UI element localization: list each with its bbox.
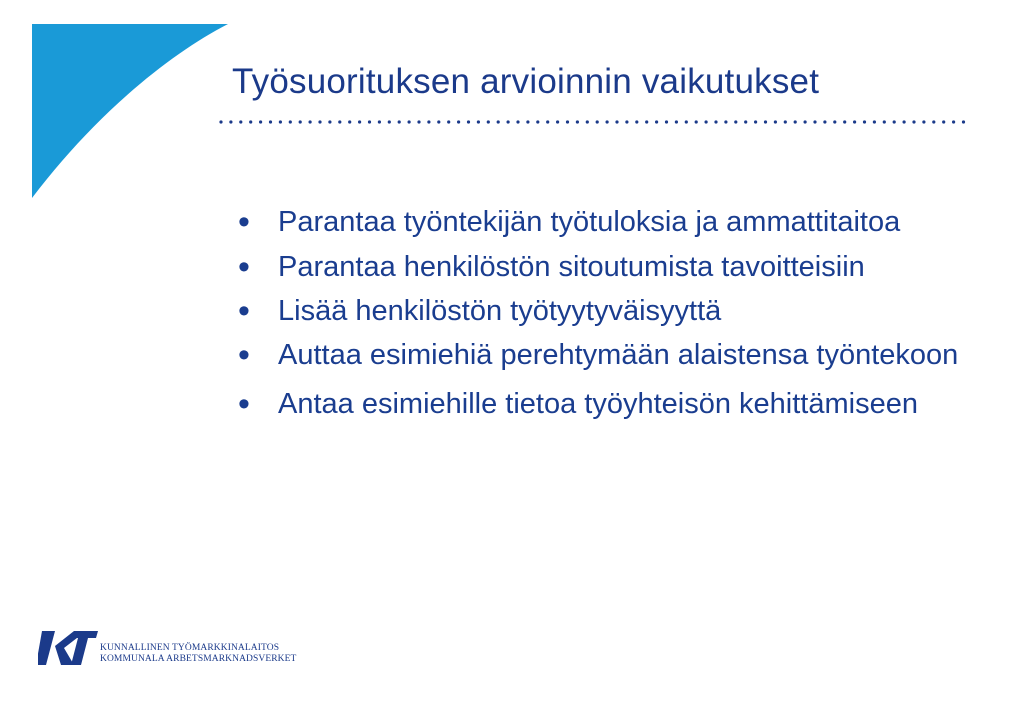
bullet-marker: • xyxy=(238,336,250,374)
bullet-marker: • xyxy=(238,292,250,330)
bullet-text: Parantaa henkilöstön sitoutumista tavoitteisiin xyxy=(278,251,865,283)
organization-name-sv: KOMMUNALA ARBETSMARKNADSVERKET xyxy=(100,654,297,664)
slide-title: Työsuorituksen arvioinnin vaikutukset xyxy=(232,62,820,101)
organization-name-fi: KUNNALLINEN TYÖMARKKINALAITOS xyxy=(100,643,280,653)
bullet-text: Antaa esimiehille tietoa työyhteisön kehittämiseen xyxy=(278,388,918,420)
bullet-marker: • xyxy=(238,385,250,423)
bullet-text: Parantaa työntekijän työtuloksia ja ammattitaitoa xyxy=(278,206,901,238)
bullet-text: Lisää henkilöstön työtyytyväisyyttä xyxy=(278,295,722,327)
kt-logo-icon xyxy=(38,629,98,667)
bullet-text: Auttaa esimiehiä perehtymään alaistensa työntekoon xyxy=(278,339,959,371)
bullet-item xyxy=(236,338,996,372)
corner-decoration xyxy=(0,0,240,210)
bullet-list xyxy=(236,200,996,426)
bullet-item xyxy=(236,200,996,244)
bullet-marker: • xyxy=(238,248,250,286)
bullet-item xyxy=(236,294,996,328)
bullet-item xyxy=(236,382,996,426)
bullet-marker: • xyxy=(238,203,250,241)
organization-name xyxy=(100,643,296,665)
bullet-item xyxy=(236,250,996,284)
dotted-divider xyxy=(218,116,973,128)
